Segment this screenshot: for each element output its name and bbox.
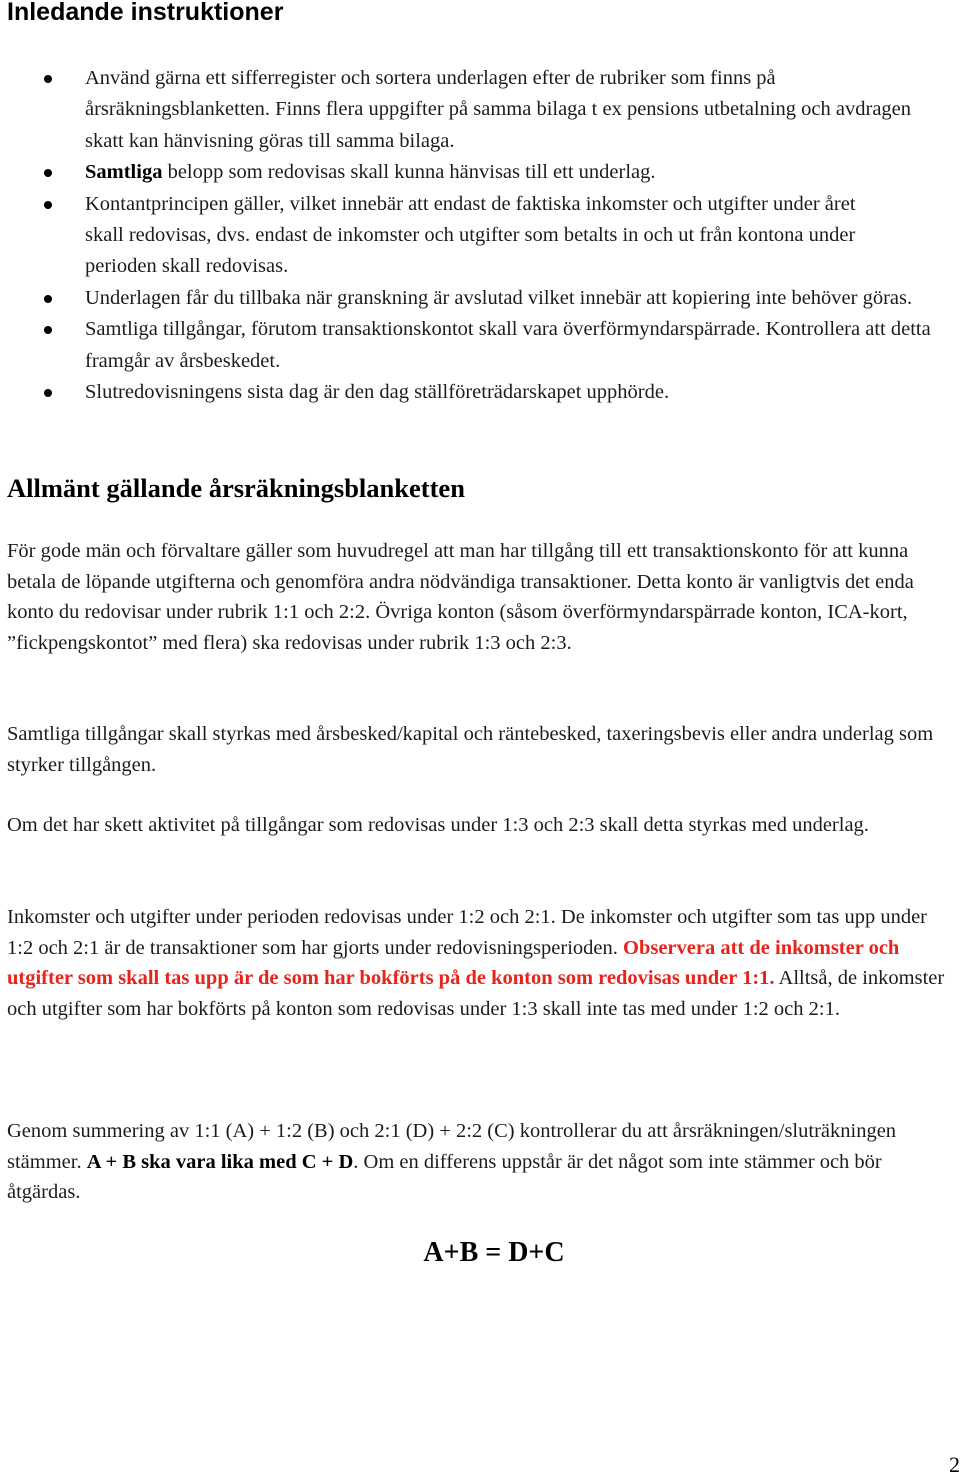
paragraph-assets-proof: Samtliga tillgångar skall styrkas med årsbesked/kapital och räntebesked, taxeringsbevis eller andra underlag som styrker tillgången.	[7, 723, 934, 776]
list-item	[0, 63, 950, 157]
heading-instructions: Inledande instruktioner	[7, 0, 284, 26]
bullet-icon	[44, 389, 52, 397]
paragraph-transaction-account: För gode män och förvaltare gäller som huvudregel att man har tillgång till ett transaktionskonto för att kunna betala de löpande utgifterna och genomföra andra nödvändiga transaktioner. Detta konto är vanligtvis det enda konto du redovisar under rubrik 1:1 och 2:2. Övriga konton (såsom överförmyndarspärrade konton, ICA-kort, ”fickpengskontot” med flera) ska redovisas under rubrik 1:3 och 2:3.	[7, 540, 914, 654]
bullet-icon	[44, 75, 52, 83]
list-item-text: Underlagen får du tillbaka när granskning är avslutad vilket innebär att kopiering inte behöver göras.	[85, 286, 913, 309]
list-item-text: Kontantprincipen gäller, vilket innebär att endast de faktiska inkomster och utgifter under året skall redovisas, dvs. endast de inkomster och utgifter som betalts in och ut från kontona under perioden skall redovisas.	[85, 192, 856, 278]
bullet-icon	[44, 295, 52, 303]
paragraph-summation	[7, 1116, 947, 1208]
list-item-text: belopp som redovisas skall kunna hänvisas till ett underlag.	[162, 161, 656, 184]
paragraph-activity-proof: Om det har skett aktivitet på tillgångar som redovisas under 1:3 och 2:3 skall detta styrkas med underlag.	[7, 814, 869, 836]
paragraph-text: Genom summering av 1:1 (A) + 1:2 (B) och 2:1 (D) + 2:2 (C) kontrollerar du att årsräkningen/sluträkningen stämmer.	[7, 1120, 897, 1173]
list-item-text: Samtliga tillgångar, förutom transaktionskontot skall vara överförmyndarspärrade. Kontrollera att detta framgår av årsbeskedet.	[85, 318, 931, 372]
emphasis-text: A + B ska vara lika med C + D	[86, 1150, 354, 1173]
list-item	[0, 189, 895, 283]
list-item-text: Använd gärna ett sifferregister och sortera underlagen efter de rubriker som finns på årsräkningsblanketten. Finns flera uppgifter på samma bilaga t ex pensions utbetalning och avdragen skatt kan hänvisning göras till samma bilaga.	[85, 67, 912, 152]
bullet-icon	[44, 326, 52, 334]
list-item-bold-text: Samtliga	[85, 161, 163, 184]
paragraph-text: Alltså, de inkomster och utgifter som har bokförts på konton som redovisas under 1:3 skall inte tas med under 1:2 och 2:1.	[7, 967, 945, 1020]
page-number: 2	[949, 1452, 960, 1477]
paragraph-income-expenses	[7, 902, 952, 1024]
bullet-icon	[44, 169, 52, 177]
paragraph-text: Inkomster och utgifter under perioden redovisas under 1:2 och 2:1. De inkomster och utgifter som tas upp under 1:2 och 2:1 är de transaktioner som har gjorts under redovisningsperioden.	[7, 906, 927, 959]
list-item	[0, 283, 950, 314]
bullet-icon	[44, 201, 52, 209]
paragraph-text: . Om en differens uppstår är det något som inte stämmer och bör åtgärdas.	[7, 1150, 882, 1203]
warning-text: Observera att de inkomster och utgifter som skall tas upp är de som har bokförts på de konton som redovisas under 1:1.	[7, 936, 900, 989]
list-item	[0, 157, 960, 188]
list-item-text: Slutredovisningens sista dag är den dag ställföreträdarskapet upphörde.	[85, 381, 670, 404]
instructions-list	[0, 63, 960, 408]
list-item	[0, 377, 960, 408]
list-item	[0, 314, 960, 377]
balance-equation: A+B = D+C	[423, 1237, 565, 1268]
heading-general: Allmänt gällande årsräkningsblanketten	[7, 473, 465, 503]
